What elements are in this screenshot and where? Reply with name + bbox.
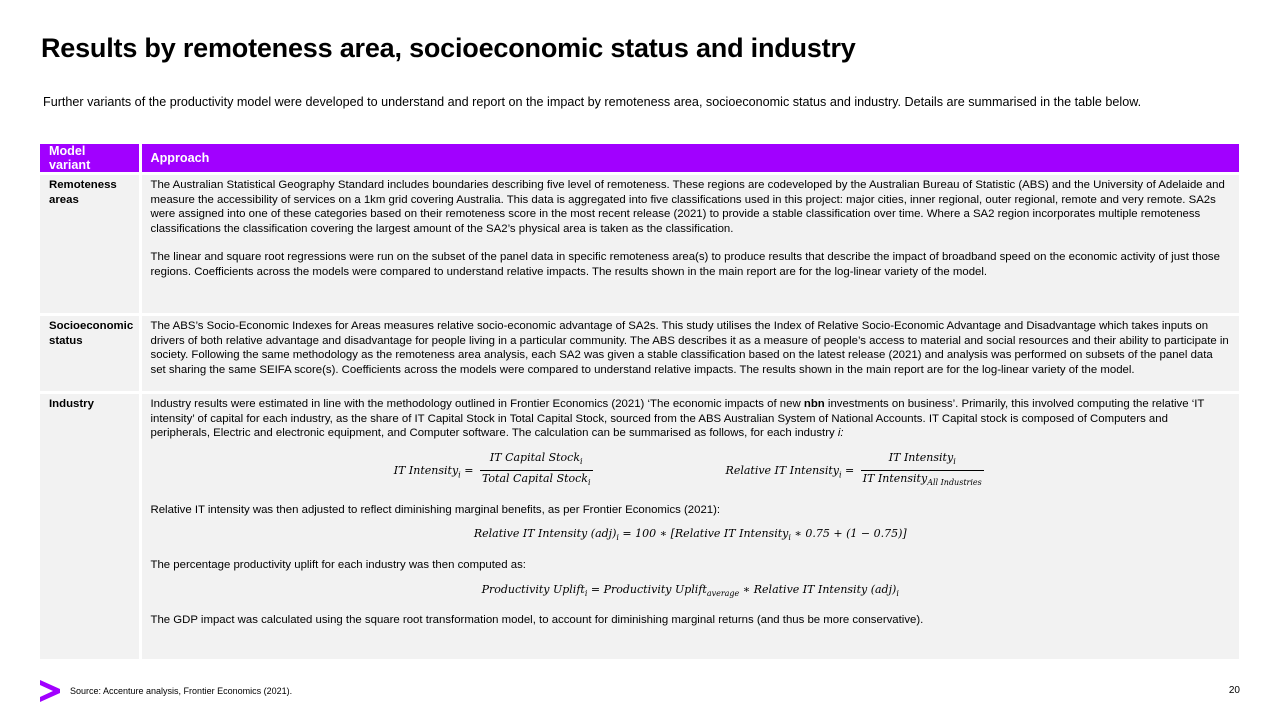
formula-adjusted-intensity: Relative IT Intensity $(adj)_i = 100$ ∗ [Relative IT Intensity$_i$ ∗ 0.75 + (1 − 0.75)]: [473, 527, 907, 543]
page-number: 20: [1228, 685, 1240, 696]
industry-paragraph-3: The percentage productivity uplift for each industry was then computed as:: [150, 559, 526, 572]
header-approach: Approach: [140, 144, 1239, 174]
page-title: Results by remoteness area, socioeconomic status and industry: [41, 33, 856, 63]
variant-remoteness: Remoteness areas: [40, 174, 140, 315]
remoteness-paragraph-1: The Australian Statistical Geography Standard includes boundaries describing five level of remoteness. These regions are codeveloped by the Australian Bureau of Statistic (ABS) and the University of Adelaide and measure the accessibility of services on a 1km grid covering Australia. This data is aggregated into five classifications used in this project: major cities, inner regional, outer regional, remote and very remote. SA2s were assigned into one of these categories based on their remoteness score in the most recent release (2021) to provide a stable classification over time. Where a SA2 region incorporates multiple remoteness classifications the classification covering the largest amount of the SA2’s physical area is taken as the classification.: [150, 179, 1225, 235]
source-note: Source: Accenture analysis, Frontier Economics (2021).: [70, 686, 293, 696]
socioeconomic-paragraph: The ABS’s Socio-Economic Indexes for Areas measures relative socio-economic advantage of SA2s. This study utilises the Index of Relative Socio-Economic Advantage and Disadvantage which takes inputs on drivers of both relative advantage and disadvantage for people living in a particular community. The ABS describes it as a measure of people’s access to material and social resources and their ability to participate in society. Following the same methodology as the remoteness area analysis, each SA2 was given a stable classification based on the latest release (2021) and analysis was performed on subsets of the panel data set sharing the same SEIFA score(s). Coefficients across the models were compared to understand relative impacts. The results shown in the main report are for the log-linear variety of the model.: [150, 320, 1229, 376]
header-model-variant: Model variant: [40, 144, 140, 174]
formula-it-intensity: IT Intensity$_i$ = $\frac{IT Capital Stock_i}{Total Capital Stock_i}$: [394, 451, 596, 491]
approach-remoteness: [140, 174, 1239, 315]
intro-text: Further variants of the productivity model were developed to understand and report on the impact by remoteness area, socioeconomic status and industry. Details are summarised in the table below.: [43, 95, 1142, 109]
industry-paragraph-1: Industry results were estimated in line with the methodology outlined in Frontier Economics (2021) ‘The economic impacts of new nbn investments on business’. Primarily, this involved computing the relative ‘IT intensity’ of capital for each industry, as the share of IT Capital Stock in Total Capital Stock, sourced from the ABS Australian System of National Accounts. IT Capital stock is composed of Computers and peripherals, Electric and electronic equipment, and Computer software. The calculation can be summarised as follows, for each industry i:: [150, 398, 1205, 439]
nbn-bold: nbn: [803, 398, 825, 410]
formula-productivity-uplift: Productivity Uplift$_i$ = Productivity Uplift$_{average}$ ∗ Relative IT Intensity $(adj)_i$: [481, 582, 899, 598]
approach-industry: [140, 393, 1239, 659]
variant-socioeconomic: Socioeconomic status: [40, 315, 140, 393]
accenture-logo-icon: [40, 680, 60, 702]
model-variants-table: [40, 144, 1239, 659]
it-intensity-formulas: [151, 451, 1231, 491]
approach-socioeconomic: [140, 315, 1239, 393]
variant-industry: Industry: [40, 393, 140, 659]
industry-paragraph-2: Relative IT intensity was then adjusted to reflect diminishing marginal benefits, as per Frontier Economics (2021):: [150, 503, 721, 516]
table-header-row: [40, 144, 1239, 174]
table-row: [40, 174, 1239, 315]
industry-paragraph-4: The GDP impact was calculated using the square root transformation model, to account for diminishing marginal returns (and thus be more conservative).: [150, 614, 924, 627]
table-row: [40, 393, 1239, 659]
remoteness-paragraph-2: The linear and square root regressions were run on the subset of the panel data in specific remoteness area(s) to produce results that describe the impact of broadband speed on the economic activity of just those regions. Coefficients across the models were compared to understand relative impacts. The results shown in the main report are for the log-linear variety of the model.: [150, 251, 1220, 278]
table-row: [40, 315, 1239, 393]
formula-relative-it-intensity: Relative IT Intensity$_i$ = $\frac{IT Intensity_i}{IT Intensity_{All Industries}}$: [726, 451, 987, 491]
